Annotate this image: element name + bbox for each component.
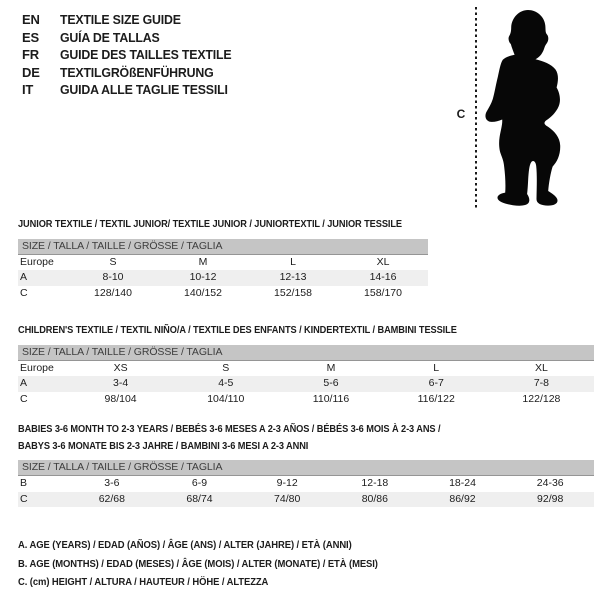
table-row [18,255,428,271]
row-label-cell: Europe [20,361,54,374]
note-age-months: B. AGE (MONTHS) / EDAD (MESES) / ÂGE (MOIS) / ALTER (MONATE) / ETÀ (MESI) [18,557,378,570]
language-row [22,11,240,29]
value-cell: 8-10 [102,271,124,283]
language-title: GUÍA DE TALLAS [60,29,160,45]
value-cell: XS [113,361,128,374]
table-row [18,286,428,302]
height-measure-label: C [456,107,466,121]
language-list [22,11,240,99]
value-cell: 4-5 [218,377,234,389]
note-age-years: A. AGE (YEARS) / EDAD (AÑOS) / ÂGE (ANS) / ALTER (JAHRE) / ETÀ (ANNI) [18,539,352,551]
value-cell: M [198,255,208,268]
table-row [18,492,594,508]
language-code: ES [22,29,39,45]
section-title-line: BABIES 3-6 MONTH TO 2-3 YEARS / BEBÉS 3-6 MESES A 2-3 AÑOS / BÉBÉS 3-6 MOIS À 2-3 ANS / [18,423,441,435]
table-row [18,392,594,408]
value-cell: 110/116 [312,392,350,405]
value-cell: 7-8 [533,377,549,389]
row-label-cell: C [20,492,28,505]
value-cell: 74/80 [274,492,301,505]
legend-notes [18,536,418,592]
table-row [18,361,594,377]
section-title [18,421,594,454]
language-code: FR [22,47,39,63]
junior-textile-section [18,216,454,301]
row-label-cell: Europe [20,255,54,268]
size-header-bar: SIZE / TALLA / TAILLE / GRÖSSE / TAGLIA [18,460,594,476]
row-label-cell: A [20,377,28,389]
value-cell: 128/140 [94,286,132,299]
value-cell: 158/170 [364,286,402,299]
section-title-line: CHILDREN'S TEXTILE / TEXTIL NIÑO/A / TEXTILE DES ENFANTS / KINDERTEXTIL / BAMBINI TESSILE [18,324,457,336]
value-cell: L [290,255,296,268]
section-title-line: BABYS 3-6 MONATE BIS 2-3 JAHRE / BAMBINI 3-6 MESI A 2-3 ANNI [18,439,309,452]
value-cell: 14-16 [369,271,397,283]
value-cell: 92/98 [537,492,564,505]
section-title-line: JUNIOR TEXTILE / TEXTIL JUNIOR/ TEXTILE JUNIOR / JUNIORTEXTIL / JUNIOR TESSILE [18,218,403,230]
language-title: GUIDE DES TAILLES TEXTILE [60,47,232,63]
value-cell: 116/122 [417,392,455,405]
language-row [22,46,240,64]
size-table [18,239,428,302]
language-code: DE [22,64,40,80]
language-code: IT [22,82,34,98]
value-cell: L [433,361,440,374]
value-cell: 122/128 [522,392,561,405]
value-cell: 5-6 [323,377,339,389]
row-label-cell: B [20,477,28,489]
value-cell: 80/86 [361,492,388,505]
size-table [18,345,594,408]
value-cell: 3-6 [104,477,120,489]
value-cell: S [109,255,117,268]
value-cell: XL [534,361,548,374]
value-cell: 86/92 [449,492,476,505]
value-cell: 12-18 [361,477,389,489]
value-cell: 3-4 [113,377,129,389]
row-label-cell: C [20,286,28,299]
language-row [22,29,240,47]
note-height-cm: C. (cm) HEIGHT / ALTURA / HAUTEUR / HÖHE / ALTEZZA [18,576,269,588]
table-row [18,376,594,392]
value-cell: 62/68 [98,492,125,505]
value-cell: 98/104 [104,392,137,405]
height-measure-dashed-line [475,7,477,209]
value-cell: M [326,361,336,374]
value-cell: 140/152 [184,286,222,299]
value-cell: 68/74 [186,492,213,505]
language-row [22,64,240,82]
section-title [18,322,594,339]
value-cell: S [222,361,230,374]
table-row [18,270,428,286]
value-cell: 10-12 [189,271,217,283]
childrens-textile-section [18,322,594,407]
section-title [18,216,454,233]
size-header-bar: SIZE / TALLA / TAILLE / GRÖSSE / TAGLIA [18,345,594,361]
value-cell: 18-24 [449,477,476,489]
value-cell: XL [376,255,390,268]
value-cell: 104/110 [207,392,245,405]
size-header-bar: SIZE / TALLA / TAILLE / GRÖSSE / TAGLIA [18,239,428,255]
value-cell: 12-13 [279,271,307,283]
value-cell: 6-7 [428,377,444,389]
toddler-silhouette-image [484,9,580,209]
language-title: TEXTILE SIZE GUIDE [60,12,181,28]
value-cell: 24-36 [536,477,564,489]
language-title: TEXTILGRÖßENFÜHRUNG [60,64,214,80]
language-row [22,81,240,99]
size-table [18,460,594,507]
value-cell: 6-9 [191,477,208,489]
babies-textile-section [18,421,594,507]
row-label-cell: A [20,271,28,283]
language-code: EN [22,12,40,28]
value-cell: 152/158 [274,286,312,299]
table-row [18,476,594,492]
row-label-cell: C [20,392,28,405]
value-cell: 9-12 [276,477,298,489]
language-title: GUIDA ALLE TAGLIE TESSILI [60,82,228,98]
